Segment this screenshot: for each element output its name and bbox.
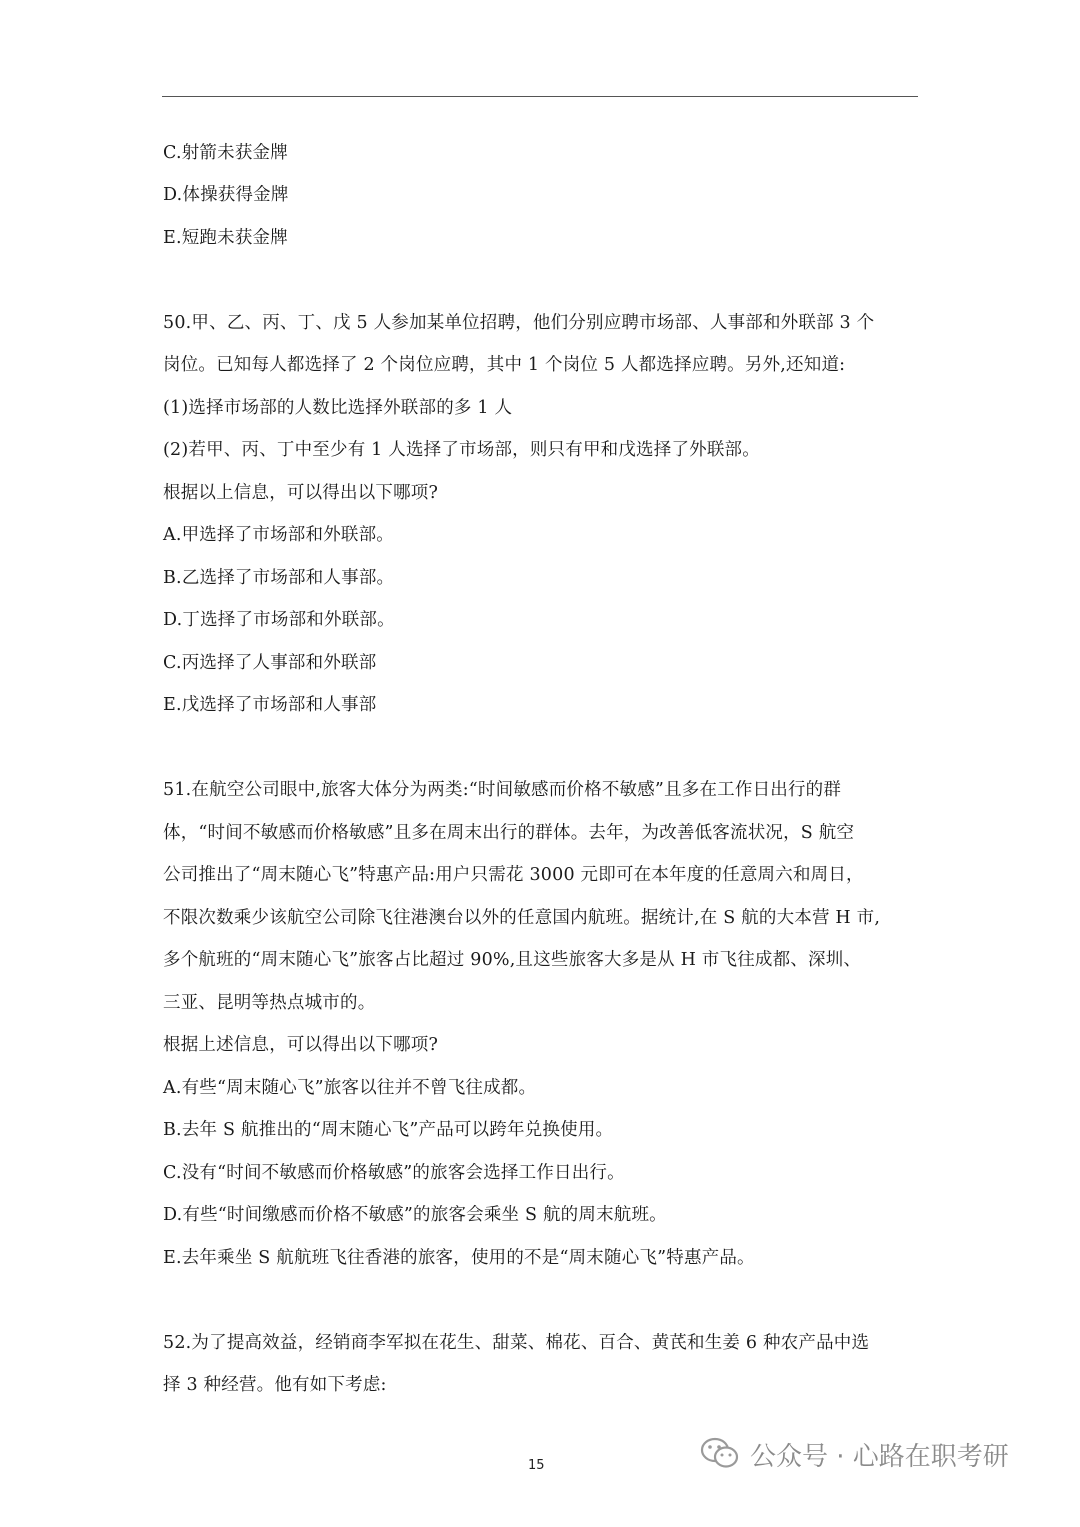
q51-option-e: E.去年乘坐 S 航航班飞往香港的旅客，使用的不是“周末随心飞”特惠产品。 [163,1248,755,1268]
q49-option-c: C.射箭未获金牌 [163,143,288,163]
page-number: 15 [528,1458,545,1473]
q49-option-e: E.短跑未获金牌 [163,228,288,248]
q51-option-a: A.有些“周末随心飞”旅客以往并不曾飞往成都。 [163,1078,537,1098]
q52-stem-line-2: 择 3 种经营。他有如下考虑: [163,1375,387,1395]
q50-stem-line-2: 岗位。已知每人都选择了 2 个岗位应聘，其中 1 个岗位 5 人都选择应聘。另外,还知道: [163,355,846,375]
q50-prompt: 根据以上信息，可以得出以下哪项? [163,483,439,503]
q50-option-b: B.乙选择了市场部和人事部。 [163,568,395,588]
q51-stem-line-2: 体，“时间不敏感而价格敏感”且多在周末出行的群体。去年，为改善低客流状况，S 航空 [163,823,855,843]
watermark-text: 公众号 · 心路在职考研 [750,1441,1009,1472]
q51-option-d: D.有些“时间缴感而价格不敏感”的旅客会乘坐 S 航的周末航班。 [163,1205,667,1225]
q51-stem-line-5: 多个航班的“周末随心飞”旅客占比超过 90%,且这些旅客大多是从 H 市飞往成都、深圳、 [163,950,862,970]
q49-option-d: D.体操获得金牌 [163,185,289,205]
q50-condition-2: (2)若甲、丙、丁中至少有 1 人选择了市场部，则只有甲和戊选择了外联部。 [163,440,760,460]
q51-option-b: B.去年 S 航推出的“周末随心飞”产品可以跨年兑换使用。 [163,1120,614,1140]
q50-stem-line-1: 50.甲、乙、丙、丁、戊 5 人参加某单位招聘，他们分别应聘市场部、人事部和外联部 3 个 [163,313,875,333]
wechat-icon [700,1437,740,1471]
q52-stem-line-1: 52.为了提高效益，经销商李军拟在花生、甜菜、棉花、百合、黄芪和生姜 6 种农产品中选 [163,1333,870,1353]
q50-condition-1: (1)选择市场部的人数比选择外联部的多 1 人 [163,398,513,418]
header-rule [162,96,918,97]
q51-stem-line-3: 公司推出了“周末随心飞”特惠产品:用户只需花 3000 元即可在本年度的任意周六和周日， [163,865,864,885]
q50-option-d: D.丁选择了市场部和外联部。 [163,610,395,630]
q51-option-c: C.没有“时间不敏感而价格敏感”的旅客会选择工作日出行。 [163,1163,625,1183]
q50-option-a: A.甲选择了市场部和外联部。 [163,525,394,545]
q51-prompt: 根据上述信息，可以得出以下哪项? [163,1035,439,1055]
watermark [700,1434,1009,1474]
q51-stem-line-6: 三亚、昆明等热点城市的。 [163,993,376,1013]
q51-stem-line-4: 不限次数乘少该航空公司除飞往港澳台以外的任意国内航班。据统计,在 S 航的大本营 H 市, [163,908,881,928]
q51-stem-line-1: 51.在航空公司眼中,旅客大体分为两类:“时间敏感而价格不敏感”且多在工作日出行的群 [163,780,842,800]
q50-option-c: C.丙选择了人事部和外联部 [163,653,377,673]
q50-option-e: E.戊选择了市场部和人事部 [163,695,377,715]
